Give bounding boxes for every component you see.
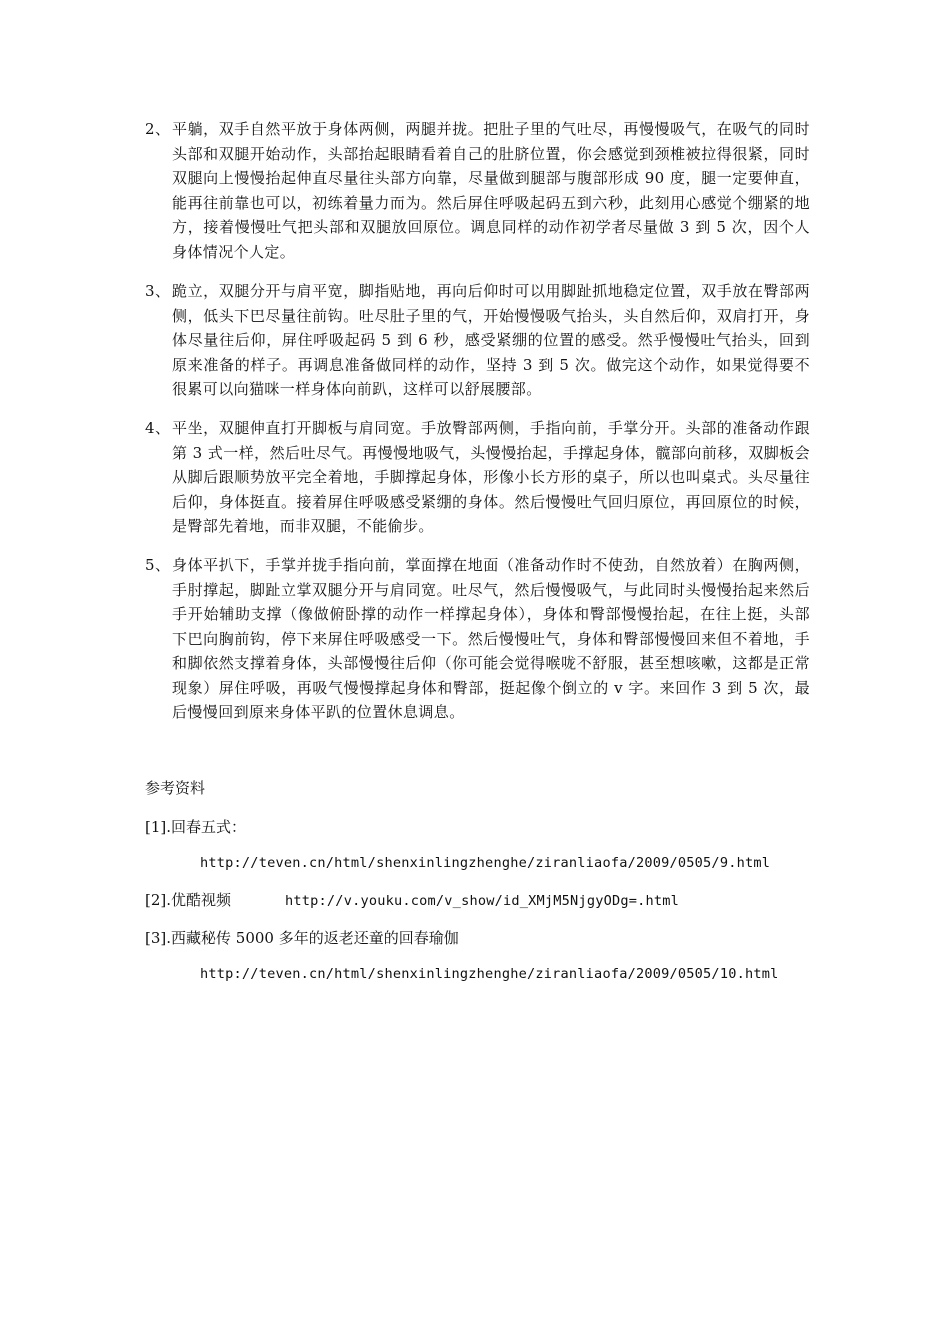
reference-1-link[interactable]: http://teven.cn/html/shenxinlingzhenghe/ziranliaofa/2009/0505/9.html bbox=[200, 855, 771, 871]
reference-2-label: [2].优酷视频 bbox=[145, 891, 232, 909]
step-text: 平躺，双手自然平放于身体两侧，两腿并拢。把肚子里的气吐尽，再慢慢吸气，在吸气的同时头部和双腿开始动作，头部抬起眼睛看着自己的肚脐位置，你会感觉到颈椎被拉得很紧，同时双腿向上慢慢抬起伸直尽量往头部方向靠，尽量做到腿部与腹部形成 90 度，腿一定要伸直，能再往前靠也可以，初练着量力而为。然后屏住呼吸起码五到六秒，此刻用心感觉个绷紧的地方，接着慢慢吐气把头部和双腿放回原位。调息同样的动作初学者尽量做 3 到 5 次，因个人身体情况个人定。 bbox=[172, 120, 810, 261]
step-number: 3、 bbox=[145, 282, 171, 300]
step-text: 平坐，双腿伸直打开脚板与肩同宽。手放臀部两侧，手指向前，手掌分开。头部的准备动作跟第 3 式一样，然后吐尽气。再慢慢地吸气，头慢慢抬起，手撑起身体，髋部向前移，双脚板会从脚后跟顺势放平完全着地，手脚撑起身体，形像小长方形的桌子，所以也叫桌式。头尽量往后仰，身体挺直。接着屏住呼吸感受紧绷的身体。然后慢慢吐气回归原位，再回原位的时候，是臀部先着地，而非双腿，不能偷步。 bbox=[172, 419, 810, 535]
step-number: 4、 bbox=[145, 419, 171, 437]
step-2 bbox=[145, 117, 810, 264]
step-number: 2、 bbox=[145, 120, 171, 138]
reference-3-label: [3].西藏秘传 5000 多年的返老还童的回春瑜伽 bbox=[145, 929, 459, 947]
step-number: 5、 bbox=[145, 556, 171, 574]
step-3 bbox=[145, 279, 810, 402]
reference-3-link[interactable]: http://teven.cn/html/shenxinlingzhenghe/ziranliaofa/2009/0505/10.html bbox=[200, 966, 779, 982]
reference-2 bbox=[145, 890, 680, 910]
reference-2-link[interactable]: http://v.youku.com/v_show/id_XMjM5NjgyODg=.html bbox=[285, 893, 680, 909]
reference-1-label: [1].回春五式： bbox=[145, 818, 247, 836]
step-5 bbox=[145, 553, 810, 725]
step-text: 跪立，双腿分开与肩平宽，脚指贴地，再向后仰时可以用脚趾抓地稳定位置，双手放在臀部两侧，低头下巴尽量往前钩。吐尽肚子里的气，开始慢慢吸气抬头，头自然后仰，双肩打开，身体尽量往后仰，屏住呼吸起码 5 到 6 秒，感受紧绷的位置的感受。然乎慢慢吐气抬头，回到原来准备的样子。再调息准备做同样的动作，坚持 3 到 5 次。做完这个动作，如果觉得要不很累可以向猫咪一样身体向前趴，这样可以舒展腰部。 bbox=[172, 282, 810, 398]
step-4 bbox=[145, 416, 810, 539]
references-heading: 参考资料 bbox=[145, 779, 206, 797]
step-text: 身体平扒下，手掌并拢手指向前，掌面撑在地面（准备动作时不使劲，自然放着）在胸两侧，手肘撑起，脚趾立掌双腿分开与肩同宽。吐尽气，然后慢慢吸气，与此同时头慢慢抬起来然后手开始辅助支撑（像做俯卧撑的动作一样撑起身体），身体和臀部慢慢抬起，在往上挺，头部下巴向胸前钩，停下来屏住呼吸感受一下。然后慢慢吐气，身体和臀部慢慢回来但不着地，手和脚依然支撑着身体，头部慢慢往后仰（你可能会觉得喉咙不舒服，甚至想咳嗽，这都是正常现象）屏住呼吸，再吸气慢慢撑起身体和臀部，挺起像个倒立的 v 字。来回作 3 到 5 次，最后慢慢回到原来身体平趴的位置休息调息。 bbox=[172, 556, 810, 721]
